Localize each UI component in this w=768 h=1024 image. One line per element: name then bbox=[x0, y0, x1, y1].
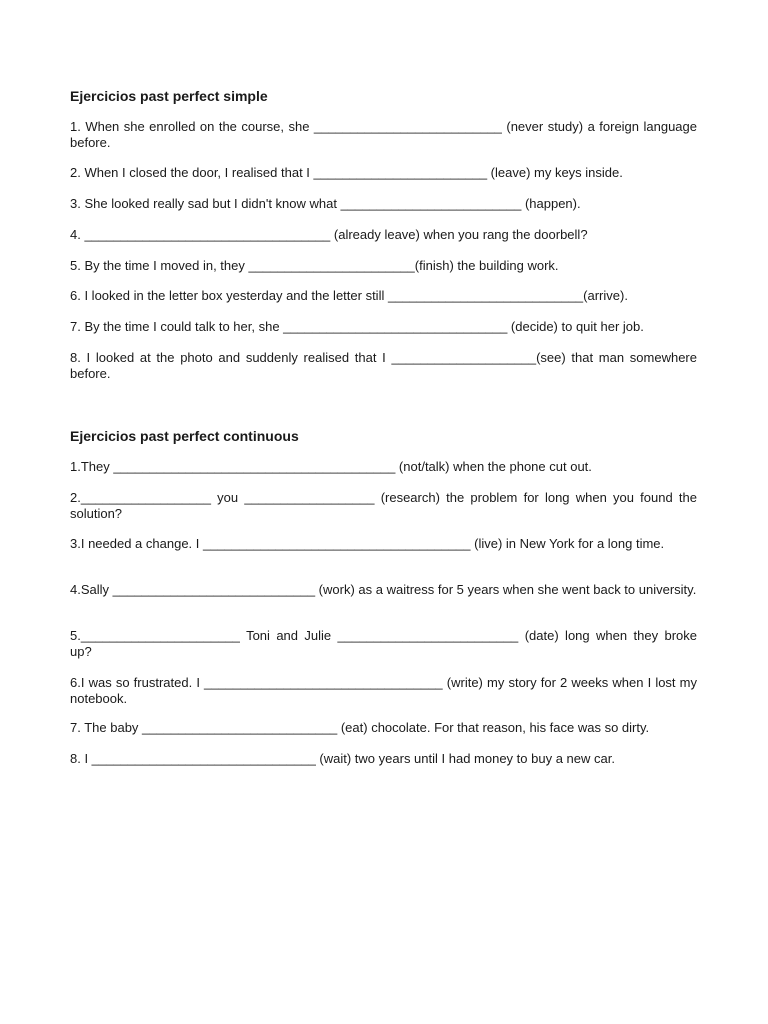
exercise-simple-7: 7. By the time I could talk to her, she _______________________________ (decide) to quit her job. bbox=[70, 319, 644, 334]
exercise-continuous-7: 7. The baby ___________________________ (eat) chocolate. For that reason, his face was so dirty. bbox=[70, 720, 650, 735]
exercise-continuous-5: 5.______________________ Toni and Julie _________________________ (date) long when they broke up? bbox=[70, 628, 697, 659]
exercise-simple-2: 2. When I closed the door, I realised that I ________________________ (leave) my keys inside. bbox=[70, 165, 623, 180]
exercise-simple-4: 4. __________________________________ (already leave) when you rang the doorbell? bbox=[70, 227, 588, 242]
exercise-continuous-2: 2.__________________ you __________________ (research) the problem for long when you found the solution? bbox=[70, 490, 697, 521]
exercise-simple-3: 3. She looked really sad but I didn't know what _________________________ (happen). bbox=[70, 196, 581, 211]
exercise-continuous-8: 8. I _______________________________ (wait) two years until I had money to buy a new car. bbox=[70, 751, 615, 766]
exercise-continuous-4: 4.Sally ____________________________ (work) as a waitress for 5 years when she went back to university. bbox=[70, 582, 697, 597]
exercise-simple-6: 6. I looked in the letter box yesterday and the letter still ___________________________(arrive). bbox=[70, 288, 628, 303]
exercise-simple-5: 5. By the time I moved in, they _______________________(finish) the building work. bbox=[70, 258, 559, 273]
exercise-continuous-1: 1.They _______________________________________ (not/talk) when the phone cut out. bbox=[70, 459, 592, 474]
exercise-simple-1: 1. When she enrolled on the course, she __________________________ (never study) a foreign language before. bbox=[70, 119, 697, 150]
exercise-simple-8: 8. I looked at the photo and suddenly realised that I ____________________(see) that man somewhere before. bbox=[70, 350, 697, 381]
section-title-past-perfect-continuous: Ejercicios past perfect continuous bbox=[70, 428, 299, 444]
exercise-continuous-6: 6.I was so frustrated. I _________________________________ (write) my story for 2 weeks when I lost my notebook. bbox=[70, 675, 697, 706]
section-title-past-perfect-simple: Ejercicios past perfect simple bbox=[70, 88, 268, 104]
exercise-continuous-3: 3.I needed a change. I _____________________________________ (live) in New York for a long time. bbox=[70, 536, 665, 551]
